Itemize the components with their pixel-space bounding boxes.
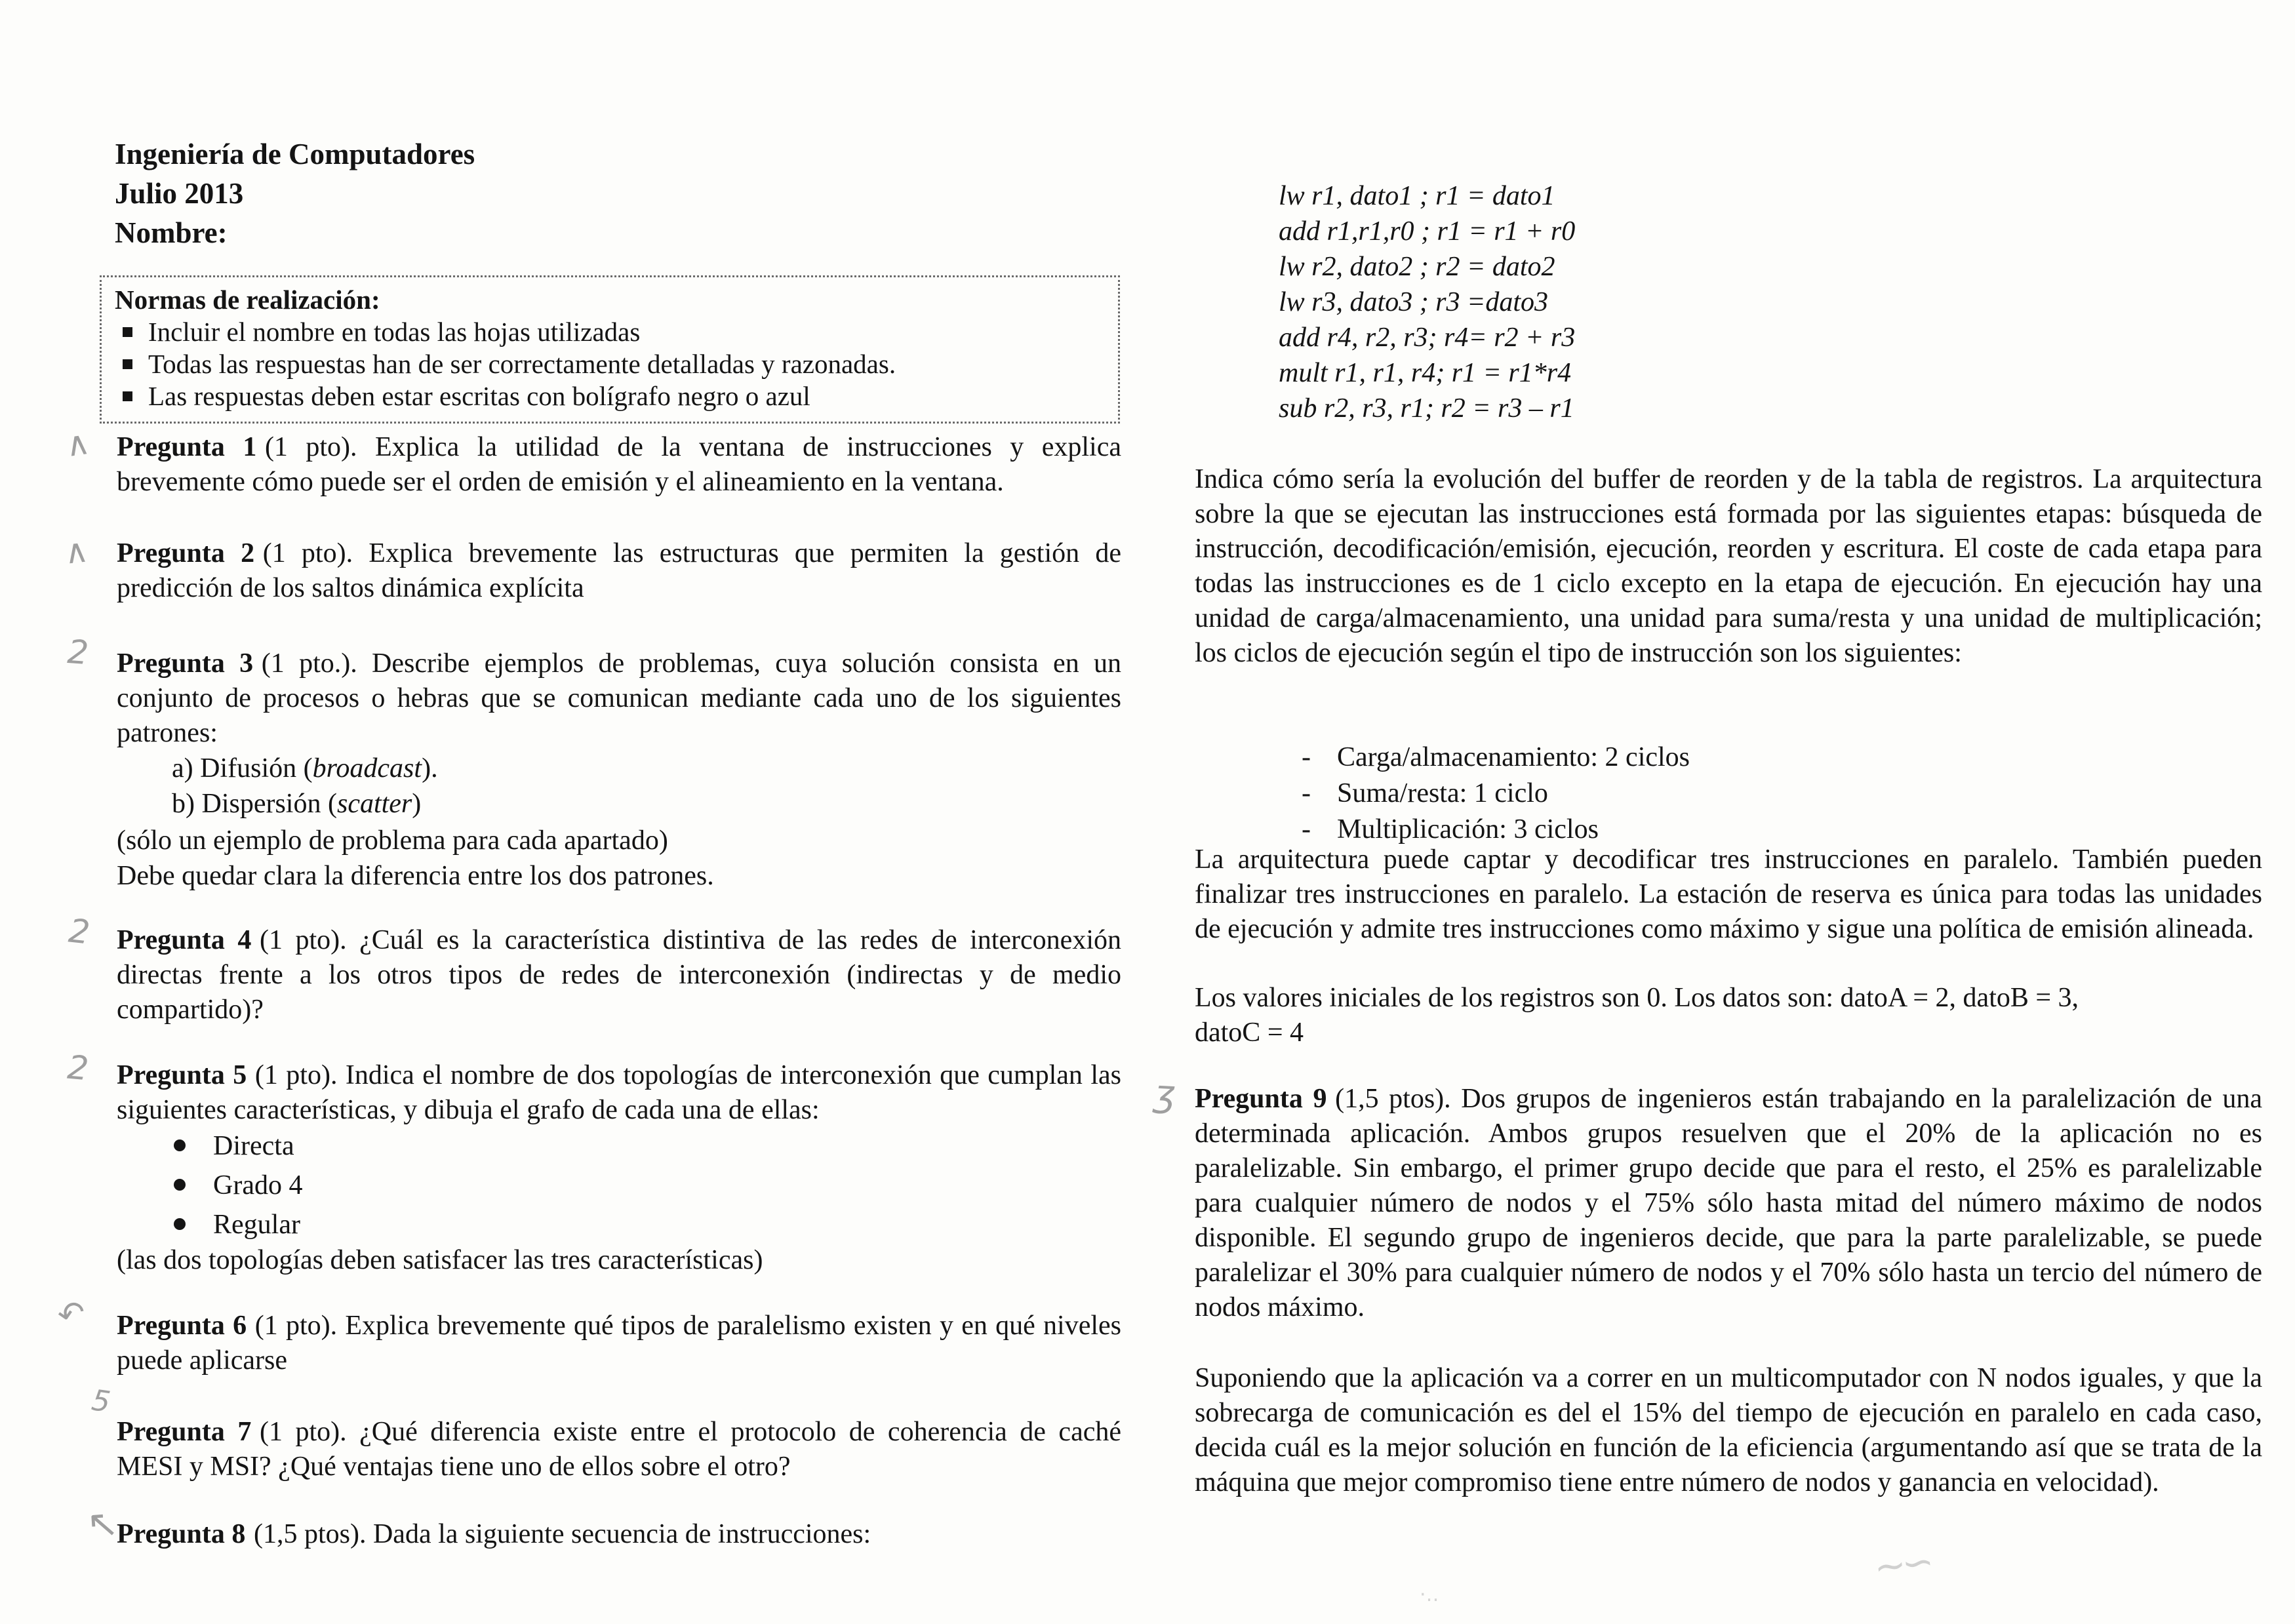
question-3-item-a xyxy=(172,751,438,786)
initial-values-line-2: datoC = 4 xyxy=(1195,1018,1304,1048)
pencil-caret-mark: ∧ xyxy=(63,423,92,465)
bullet-text: Regular xyxy=(213,1210,300,1240)
rules-item-text: Incluir el nombre en todas las hojas utilizadas xyxy=(148,317,641,347)
code-line: lw r1, dato1 ; r1 = dato1 xyxy=(1279,181,1555,211)
rules-item-text: Todas las respuestas han de ser correctamente detalladas y razonadas. xyxy=(148,349,896,379)
question-3-outro: Debe quedar clara la diferencia entre los dos patrones. xyxy=(117,861,714,891)
item-b-text: b) Dispersión ( xyxy=(172,789,337,819)
question-6-text: (1 pto). Explica brevemente qué tipos de paralelismo existen y en qué niveles puede aplicarse xyxy=(117,1311,1121,1376)
cycle-item xyxy=(1302,776,1690,812)
question-5-text: (1 pto). Indica el nombre de dos topologías de interconexión que cumplan las siguientes características, y dibuja el grafo de cada una de ellas: xyxy=(117,1060,1121,1125)
code-line: lw r3, dato3 ; r3 =dato3 xyxy=(1279,287,1549,317)
square-bullet-icon xyxy=(123,359,132,369)
name-label: Nombre: xyxy=(115,216,228,249)
question-8 xyxy=(117,1517,1121,1552)
question-3 xyxy=(117,646,1121,751)
question-1-text: (1 pto). Explica la utilidad de la ventana de instrucciones y explica brevemente cómo puede ser el orden de emisión y el alineamiento en la ventana. xyxy=(117,432,1121,497)
question-7 xyxy=(117,1415,1121,1484)
initial-values-line-1: Los valores iniciales de los registros son 0. Los datos son: datoA = 2, datoB = 3, xyxy=(1195,983,2079,1013)
question-3-text: (1 pto.). Describe ejemplos de problemas, cuya solución consista en un conjunto de procesos o hebras que se comunican mediante cada uno de los siguientes patrones: xyxy=(117,648,1121,748)
rules-box xyxy=(100,275,1120,424)
cycle-item xyxy=(1302,740,1690,776)
dash-bullet: - xyxy=(1302,778,1311,808)
question-3-note: (sólo un ejemplo de problema para cada apartado) xyxy=(117,825,668,856)
pencil-number-mark: 5 xyxy=(89,1383,113,1419)
pencil-squiggle-mark: ∼∽ xyxy=(1871,1539,1933,1590)
course-title: Ingeniería de Computadores xyxy=(115,138,475,170)
question-8-label: Pregunta 8 xyxy=(117,1519,246,1549)
pencil-caret-mark: ∧ xyxy=(62,531,90,572)
rules-title: Normas de realización: xyxy=(115,285,380,315)
rules-item xyxy=(115,348,1106,380)
question-2-text: (1 pto). Explica brevemente las estructuras que permiten la gestión de predicción de los saltos dinámica explícita xyxy=(117,538,1121,603)
question-6-label: Pregunta 6 xyxy=(117,1311,247,1341)
question-9-text: (1,5 ptos). Dos grupos de ingenieros están trabajando en la paralelización de una determinada aplicación. Ambos grupos resuelven que el 20% de la aplicación no es paralelizable. Sin embargo, el primer grupo decide que para el resto, el 25% es paralelizable para cualquier número de nodos y el 75% sólo hasta mitad del número máximo de nodos disponible. El segundo grupo de ingenieros decide, que para la parte paralelizable, se puede paralelizar el 30% para cualquier número de nodos y el 70% sólo hasta un tercio del número de nodos máximo. xyxy=(1195,1084,2262,1322)
code-line: add r4, r2, r3; r4= r2 + r3 xyxy=(1279,323,1576,353)
cycle-text: Carga/almacenamiento: 2 ciclos xyxy=(1337,742,1690,772)
pencil-curl-mark: ↶ xyxy=(54,1292,89,1336)
question-8-context-paragraph: Indica cómo sería la evolución del buffer de reorden y de la tabla de registros. La arquitectura sobre la que se ejecutan las instrucciones está formada por las siguientes etapas: búsqueda de instrucción, decodificación/emisión, ejecución, reorden y escritura. El coste de cada etapa para todas las instrucciones es de 1 ciclo excepto en la etapa de ejecución. En ejecución hay una unidad de carga/almacenamiento, una unidad para suma/resta y una unidad de multiplicación; los ciclos de ejecución según el tipo de instrucción son los siguientes: xyxy=(1195,464,2262,668)
question-5-bullet xyxy=(174,1208,300,1242)
square-bullet-icon xyxy=(123,327,132,337)
question-5-outro: (las dos topologías deben satisfacer las tres características) xyxy=(117,1245,763,1275)
dash-bullet: - xyxy=(1302,742,1311,772)
square-bullet-icon xyxy=(123,391,132,401)
item-a-end: ). xyxy=(422,753,438,783)
item-b-italic: scatter xyxy=(336,789,412,819)
rules-item xyxy=(115,316,1106,348)
question-1 xyxy=(117,430,1121,500)
round-bullet-icon xyxy=(174,1218,186,1230)
round-bullet-icon xyxy=(174,1179,186,1191)
code-line: mult r1, r1, r4; r1 = r1*r4 xyxy=(1279,358,1572,388)
question-9 xyxy=(1195,1082,2262,1325)
bullet-text: Grado 4 xyxy=(213,1170,303,1200)
rules-item xyxy=(115,380,1106,412)
dash-bullet: - xyxy=(1302,814,1311,844)
cycle-text: Suma/resta: 1 ciclo xyxy=(1337,778,1548,808)
question-2-label: Pregunta 2 xyxy=(117,538,255,568)
pencil-number-mark: 2 xyxy=(67,911,92,952)
question-5-bullet xyxy=(174,1129,294,1164)
item-a-text: a) Difusión ( xyxy=(172,753,313,783)
question-5 xyxy=(117,1058,1121,1128)
pencil-arrow-mark: ↖ xyxy=(85,1500,120,1547)
bullet-text: Directa xyxy=(213,1131,294,1161)
question-5-bullet xyxy=(174,1168,302,1203)
exam-header xyxy=(115,134,475,252)
rules-item-text: Las respuestas deben estar escritas con bolígrafo negro o azul xyxy=(148,381,810,411)
question-9-label: Pregunta 9 xyxy=(1195,1084,1327,1114)
exam-date: Julio 2013 xyxy=(115,177,244,210)
question-7-text: (1 pto). ¿Qué diferencia existe entre el protocolo de coherencia de caché MESI y MSI? ¿Qué ventajas tiene uno de ellos sobre el otro? xyxy=(117,1417,1121,1482)
question-4-text: (1 pto). ¿Cuál es la característica distintiva de las redes de interconexión directas frente a los otros tipos de redes de interconexión (indirectas y de medio compartido)? xyxy=(117,925,1121,1025)
scan-speck: ·‥ xyxy=(1420,1583,1439,1606)
item-a-italic: broadcast xyxy=(312,753,422,783)
question-3-item-b xyxy=(172,787,421,822)
cycle-text: Multiplicación: 3 ciclos xyxy=(1337,814,1599,844)
question-2 xyxy=(117,536,1121,606)
question-9-closing-paragraph: Suponiendo que la aplicación va a correr en un multicomputador con N nodos iguales, y que la sobrecarga de comunicación es del el 15% del tiempo de ejecución en paralelo en cada caso, decida cuál es la mejor solución en función de la eficiencia (argumentando así que se trata de la máquina que mejor compromiso tiene entre número de nodos y ganancia en velocidad). xyxy=(1195,1363,2262,1497)
item-b-end: ) xyxy=(412,789,422,819)
instruction-code-block xyxy=(1279,178,1575,426)
question-1-label: Pregunta 1 xyxy=(117,432,257,462)
question-8-text: (1,5 ptos). Dada la siguiente secuencia de instrucciones: xyxy=(253,1519,871,1549)
execution-cycles-list xyxy=(1302,740,1690,848)
architecture-paragraph: La arquitectura puede captar y decodificar tres instrucciones en paralelo. También pueden finalizar tres instrucciones en paralelo. La estación de reserva es única para todas las unidades de ejecución y admite tres instrucciones como máximo y sigue una política de emisión alineada. xyxy=(1195,844,2262,944)
round-bullet-icon xyxy=(174,1139,186,1151)
question-7-label: Pregunta 7 xyxy=(117,1417,252,1447)
code-line: lw r2, dato2 ; r2 = dato2 xyxy=(1279,252,1555,282)
pencil-number-mark: 2 xyxy=(66,632,90,673)
question-5-label: Pregunta 5 xyxy=(117,1060,247,1090)
question-4-label: Pregunta 4 xyxy=(117,925,252,955)
pencil-number-mark: ʒ xyxy=(1153,1072,1177,1116)
question-6 xyxy=(117,1309,1121,1378)
code-line: sub r2, r3, r1; r2 = r3 – r1 xyxy=(1279,393,1574,424)
pencil-number-mark: 2 xyxy=(66,1048,90,1088)
code-line: add r1,r1,r0 ; r1 = r1 + r0 xyxy=(1279,216,1576,247)
question-3-label: Pregunta 3 xyxy=(117,648,254,679)
question-4 xyxy=(117,923,1121,1027)
